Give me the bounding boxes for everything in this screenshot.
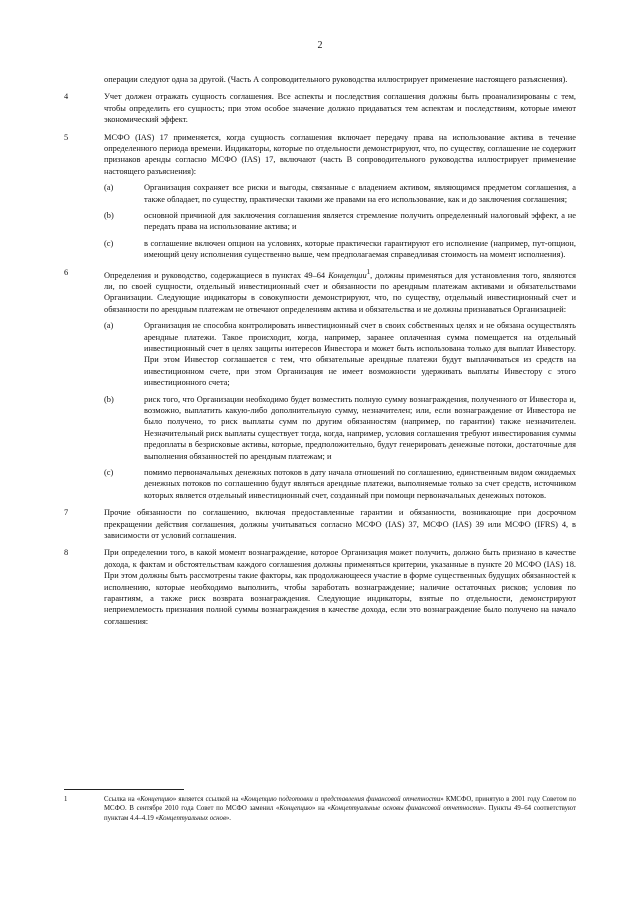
paragraph-8 <box>64 547 576 627</box>
text-run: Ссылка на « <box>104 796 141 803</box>
footnote-reference: 1 <box>366 267 371 276</box>
paragraph-7 <box>64 507 576 541</box>
list-item-text: Организация не способна контролировать инвестиционный счет в своих собственных целях и не обязана осуществлять арендные платежи. Такое происходит, когда, например, заранее оплаченная сумма помещается на отдельный инвестиционный счет в целях защиты интересов Инвестора и может быть использована только для выплат Инвестору. При этом Инвестор соглашается с тем, что обязательные арендные платежи будут выплачиваться из средств на инвестиционном счете, при этом Организация не имеет возможности удерживать выплаты Инвестору с этого инвестиционного счета; <box>144 321 576 388</box>
list-item <box>104 210 576 233</box>
footnote-divider <box>64 789 184 790</box>
document-body <box>64 74 576 633</box>
list-item-text: риск того, что Организации необходимо будет возместить полную сумму вознаграждения, полученного от Инвестора и, возможно, выплатить какую-либо дополнительную сумму, незначителен; или, если вознаграждение от Инвестора не было получено, то риск выплаты сумм по другим обязанностям (например, по гарантии) также незначителен. Незначительный риск выплаты существует тогда, когда, например, условия соглашения требуют инвестирования суммы предоплаты в безрисковые активы, которые, предположительно, будут генерировать денежные потоки, достаточные для выполнения обязанностей по арендным платежам; и <box>144 394 576 461</box>
paragraph-6 <box>64 267 576 502</box>
page-number: 2 <box>317 40 323 51</box>
list-item-text: помимо первоначальных денежных потоков в дату начала отношений по соглашению, единственным видом ожидаемых денежных потоков по соглашению будут являться арендные платежи, выполняемые только за счет средств, источником которых является отдельный инвестиционный счет, созданный при помощи первоначальных денежных потоков. <box>144 467 576 500</box>
list-item-text: основной причиной для заключения соглашения является стремление получить определенный налоговый эффект, а не передать права на использование актива; и <box>144 211 576 232</box>
list-item-text: в соглашение включен опцион на условиях, которые практически гарантируют его исполнение (например, пут-опцион, имеющий цену исполнения существенно выше, чем предполагаемая справедливая стоимость на момент исполнения). <box>144 238 576 260</box>
list-item-label: (b) <box>104 211 114 221</box>
footnote-mark: 1 <box>64 796 68 803</box>
paragraph-text <box>104 267 576 315</box>
text-run: Определения и руководство, содержащиеся в пунктах 49–64 <box>104 270 329 280</box>
paragraph-4 <box>64 91 576 125</box>
list-item-label: (b) <box>104 394 114 404</box>
text-run: » на « <box>311 805 331 813</box>
list-item-label: (c) <box>104 467 114 477</box>
paragraph-number: 8 <box>64 548 69 558</box>
intro-continuation <box>64 74 576 85</box>
concept-reference: Концепции <box>328 270 367 280</box>
text-run: » КМСФО, принятую в 2001 году Советом по МСФО. В сентябре 2010 года Совет по МСФО заменил « <box>104 796 577 813</box>
footnote <box>64 795 576 823</box>
paragraph-text: МСФО (IAS) 17 применяется, когда сущность соглашения включает передачу права на использование актива в течение определенного периода времени. Индикаторы, которые по отдельности демонстрируют, что, по существу, соглашение не содержит признаков аренды согласно МСФО (IAS) 17, включают (часть В сопроводительного руководства иллюстрирует применение настоящего разъяснения): <box>104 132 576 176</box>
list-item <box>104 182 576 205</box>
list-item-text: Организация сохраняет все риски и выгоды, связанные с владением активом, являющимся предметом соглашения, а также обладает, по существу, практически такими же правами на его использование, как и до заключения соглашения; <box>144 183 576 204</box>
list-item <box>104 394 576 462</box>
italic-run: Концепцию <box>279 805 312 813</box>
paragraph-number: 7 <box>64 508 69 518</box>
paragraph-number: 4 <box>64 92 69 102</box>
italic-run: Концептуальных основ <box>158 814 226 822</box>
paragraph-text: При определении того, в какой момент вознаграждение, которое Организация может получить, должно быть признано в качестве дохода, к фактам и обстоятельствам каждого соглашения должны применяться критерии, указанные в пункте 20 МСФО (IAS) 18. При этом должны быть рассмотрены такие факторы, как продолжающееся участие в форме существенных будущих обязанностей к исполнению, которые необходимо выполнить, чтобы заработать вознаграждение; наличие остаточных рисков; условия по гарантиям, а также риск возврата вознаграждения. Следующие индикаторы, взятые по отдельности, демонстрируют неприемлемость признания полной суммы вознаграждения в качестве дохода, если это вознаграждение было получено на начало соглашения: <box>104 548 576 626</box>
text-run: » является ссылкой на « <box>172 796 245 803</box>
list-item-label: (a) <box>104 183 114 193</box>
italic-run: Концептуальные основы финансовой отчетности <box>330 805 481 813</box>
text-run: ». <box>225 814 231 822</box>
italic-run: Концепцию подготовки и представления финансовой отчетности <box>244 796 441 803</box>
paragraph-5 <box>64 132 576 261</box>
italic-run: Концепцию <box>140 796 173 803</box>
text-run: , должны применяться для установления того, являются ли, по своей сущности, отдельный инвестиционный счет и обязанности по арендным платежам активами и обязательствами Организации. Следующие индикаторы в совокупности демонстрируют, что, по существу, отдельный инвестиционный счет и обязанности по арендным платежам не отвечают определениям актива и обязательства и не должны признаваться Организацией: <box>104 270 576 314</box>
footnote-text <box>104 795 576 823</box>
text-run: ». Пункты 49–64 соответствуют пунктам 4.4–4.19 « <box>104 805 576 822</box>
list-item <box>104 320 576 388</box>
paragraph-text: Прочие обязанности по соглашению, включая предоставленные гарантии и обязанности, возникающие при досрочном прекращении действия соглашения, должны учитываться согласно МСФО (IAS) 37, МСФО (IAS) 39 или МСФО (IFRS) 4, в зависимости от условий соглашения. <box>104 508 576 541</box>
intro-continuation-text: операции следуют одна за другой. (Часть А сопроводительного руководства иллюстрирует применение настоящего разъяснения). <box>104 75 568 84</box>
paragraph-number: 6 <box>64 267 69 277</box>
list-item-label: (a) <box>104 321 114 331</box>
list-item-label: (c) <box>104 238 114 248</box>
paragraph-text: Учет должен отражать сущность соглашения. Все аспекты и последствия соглашения должны быть проанализированы с тем, чтобы определить его сущность; при этом особое значение должно придаваться тем аспектам и последствиям, которые имеют экономический эффект. <box>104 92 576 125</box>
paragraph-number: 5 <box>64 132 69 142</box>
list-item <box>104 238 576 261</box>
list-item <box>104 467 576 501</box>
